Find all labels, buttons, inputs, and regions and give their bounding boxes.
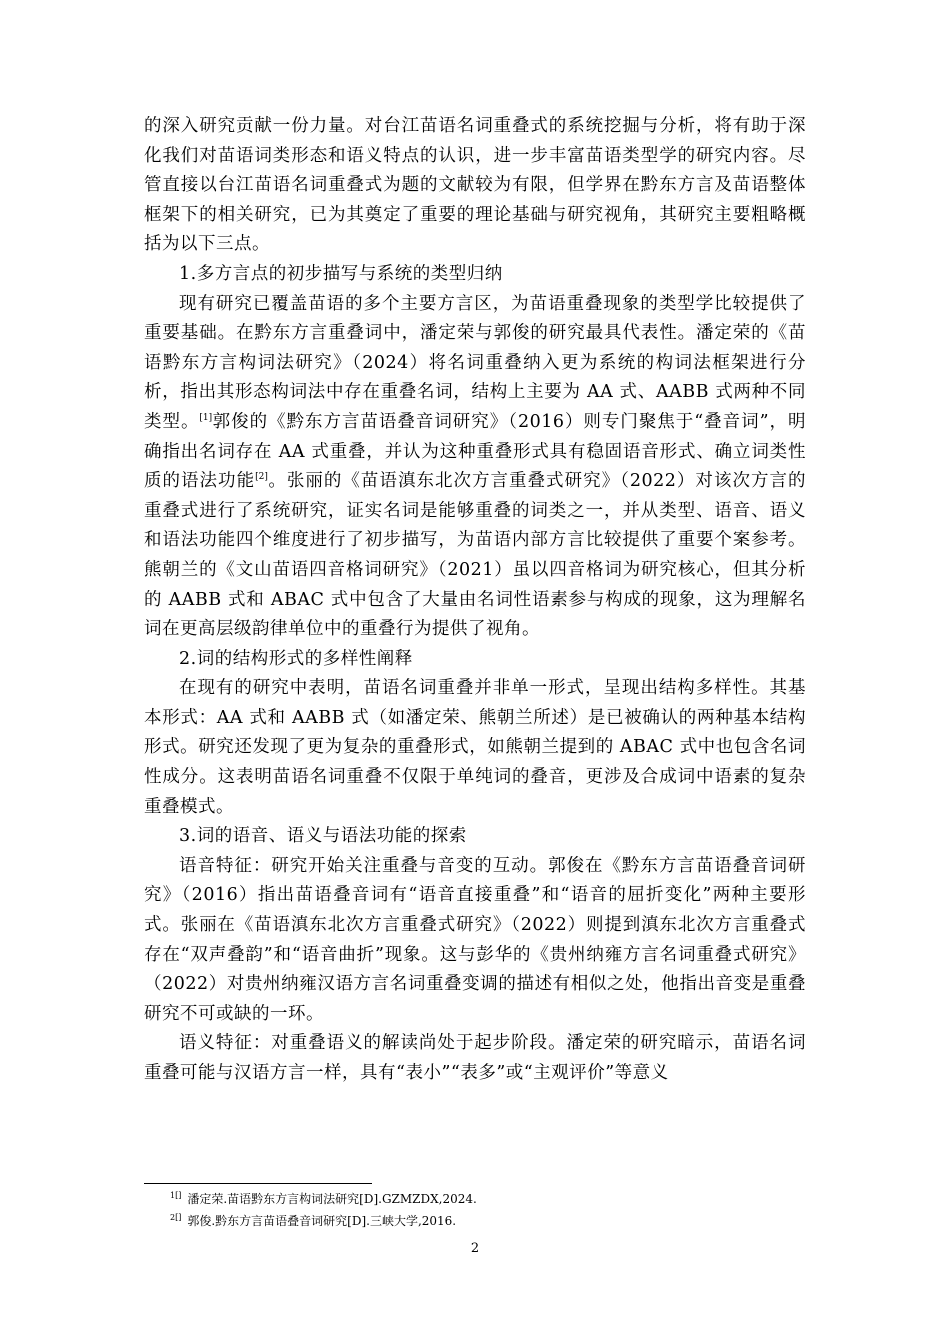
paragraph-phonetic-features: 语音特征：研究开始关注重叠与音变的互动。郭俊在《黔东方言苗语叠音词研究》（2016）指出苗语叠音词有“语音直接重叠”和“语音的屈折变化”两种主要形式。张丽在《苗语滇东北次方言重叠式研究》（2022）则提到滇东北次方言重叠式存在“双声叠韵”和“语音曲折”现象。这与彭华的《贵州纳雍方言名词重叠式研究》（2022）对贵州纳雍汉语方言名词重叠变调的描述有相似之处，他指出音变是重叠研究不可或缺的一环。 xyxy=(144,855,806,1024)
body-text xyxy=(144,112,806,1089)
paragraph-dialect-studies xyxy=(144,290,806,645)
footnote-mark: 2[] xyxy=(170,1213,182,1222)
citation-ref-2[interactable]: [2] xyxy=(255,472,268,483)
paragraph-text: 现有研究已覆盖苗语的多个主要方言区，为苗语重叠现象的类型学比较提供了重要基础。在黔东方言重叠词中，潘定荣与郭俊的研究最具代表性。潘定荣的《苗语黔东方言构词法研究》（2024）将名词重叠纳入更为系统的构词法框架进行分析，指出其形态构词法中存在重叠名词，结构上主要为 AA 式、AABB 式两种不同类型。 xyxy=(144,293,806,432)
footnote-text: 潘定荣.苗语黔东方言构词法研究[D].GZMZDX,2024. xyxy=(187,1192,477,1206)
citation-ref-1[interactable]: [1] xyxy=(199,413,213,424)
paragraph-text: 郭俊的《黔东方言苗语叠音词研究》（2016）则专门聚焦于“叠音词”，明确指出名词存在 AA 式重叠，并认为这种重叠形式具有稳固语音形式、确立词类性质的语法功能 xyxy=(144,411,806,492)
paragraph-text: 。张丽的《苗语滇东北次方言重叠式研究》（2022）对该次方言的重叠式进行了系统研究，证实名词是能够重叠的词类之一，并从类型、语音、语义和语法功能四个维度进行了初步描写，为苗语内部方言比较提供了重要个案参考。熊朝兰的《文山苗语四音格词研究》（2021）虽以四音格词为研究核心，但其分析的 AABB 式和 ABAC 式中包含了大量由名词性语素参与构成的现象，这为理解名词在更高层级韵律单位中的重叠行为提供了视角。 xyxy=(144,471,807,640)
footnotes xyxy=(170,1188,810,1232)
footnote-text: 郭俊.黔东方言苗语叠音词研究[D].三峡大学,2016. xyxy=(187,1214,457,1228)
paragraph-semantic-features: 语义特征：对重叠语义的解读尚处于起步阶段。潘定荣的研究暗示，苗语名词重叠可能与汉语方言一样，具有“表小”“表多”或“主观评价”等意义 xyxy=(144,1033,806,1083)
section-heading-1: 1.多方言点的初步描写与系统的类型归纳 xyxy=(179,263,503,284)
footnote-1 xyxy=(170,1188,810,1210)
paragraph-intro-continuation: 的深入研究贡献一份力量。对台江苗语名词重叠式的系统挖掘与分析，将有助于深化我们对苗语词类形态和语义特点的认识，进一步丰富苗语类型学的研究内容。尽管直接以台江苗语名词重叠式为题的文献较为有限，但学界在黔东方言及苗语整体框架下的相关研究，已为其奠定了重要的理论基础与研究视角，其研究主要粗略概括为以下三点。 xyxy=(144,116,806,255)
page-number: 2 xyxy=(470,1241,480,1256)
footnote-divider xyxy=(144,1183,372,1184)
footnote-mark: 1[] xyxy=(170,1191,182,1200)
section-heading-2: 2.词的结构形式的多样性阐释 xyxy=(179,648,413,669)
paragraph-structural-forms: 在现有的研究中表明，苗语名词重叠并非单一形式，呈现出结构多样性。其基本形式：AA 式和 AABB 式（如潘定荣、熊朝兰所述）是已被确认的两种基本结构形式。研究还发现了更为复杂的重叠形式，如熊朝兰提到的 ABAC 式中也包含名词性成分。这表明苗语名词重叠不仅限于单纯词的叠音，更涉及合成词中语素的复杂重叠模式。 xyxy=(144,678,806,817)
section-heading-3: 3.词的语音、语义与语法功能的探索 xyxy=(179,826,467,847)
footnote-2 xyxy=(170,1210,810,1232)
